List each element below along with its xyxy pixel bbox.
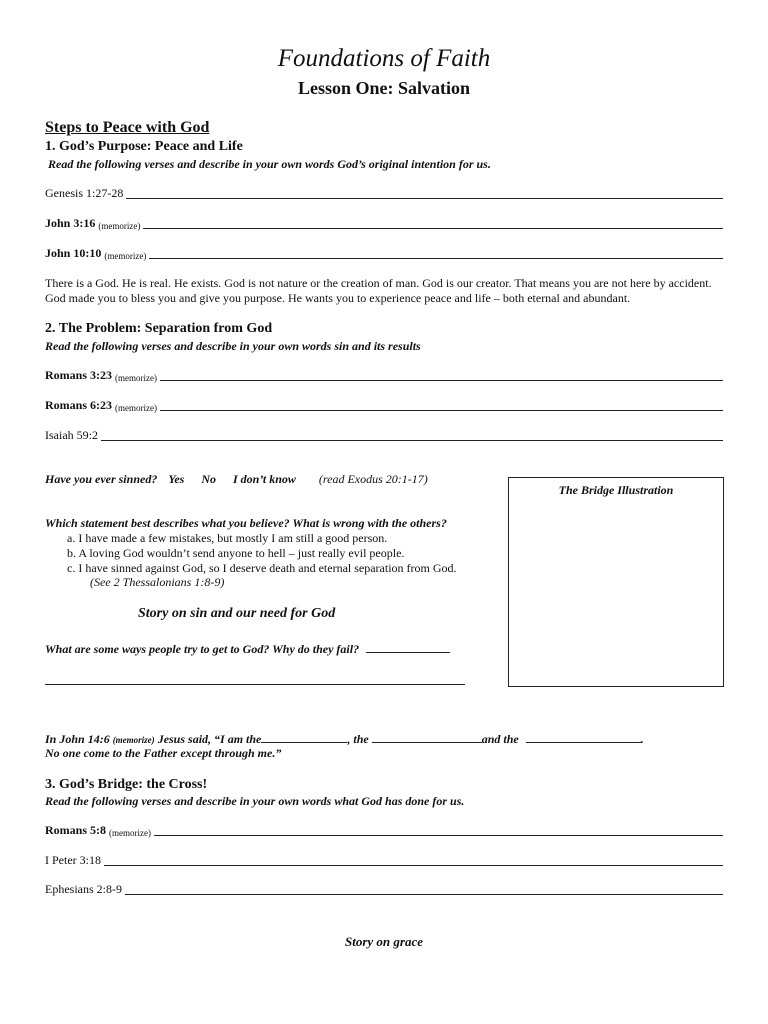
verse-ref: Romans 3:23 [45, 368, 113, 382]
verse-row [45, 398, 723, 413]
thessalonians-reference: (See 2 Thessalonians 1:8-9) [90, 575, 225, 589]
memorize-note: (memorize) [115, 373, 157, 383]
bridge-illustration-title: The Bridge Illustration [558, 483, 674, 497]
story-grace-heading: Story on grace [345, 934, 423, 949]
page-title: Foundations of Faith [277, 45, 491, 72]
statement-b[interactable]: b. A loving God wouldn’t send anyone to hell – just really evil people. [67, 546, 405, 560]
answer-line[interactable] [104, 864, 723, 866]
john-14-6-line [45, 731, 644, 747]
statement-question: Which statement best describes what you believe? What is wrong with the others? [45, 516, 447, 530]
verse-row [45, 246, 723, 261]
john-and: and the [481, 732, 519, 746]
god-creator-paragraph: There is a God. He is real. He exists. God is not nature or the creation of man. God is our creator. That means you are not here by accident. God made you to bless you and give you purpose. He wants you to experience peace and life – both eternal and abundant. [45, 276, 712, 305]
memorize-note: (memorize) [109, 828, 151, 838]
verse-row [45, 216, 723, 231]
john-ref: In John 14:6 [45, 732, 110, 746]
statement-a[interactable]: a. I have made a few mistakes, but mostly I am still a good person. [67, 531, 388, 545]
john-period: . [640, 732, 644, 746]
john-line2: No one come to the Father except through me.” [45, 746, 282, 760]
verse-ref: Isaiah 59:2 [45, 428, 98, 442]
memorize-note: (memorize) [104, 251, 147, 261]
answer-line[interactable] [101, 439, 723, 441]
sinned-question [45, 472, 428, 487]
answer-line[interactable] [160, 409, 723, 411]
answer-line[interactable] [125, 893, 723, 895]
sinned-question-text: Have you ever sinned? [45, 472, 158, 486]
memorize-note: (memorize) [115, 403, 157, 413]
verse-ref: Romans 5:8 [45, 823, 107, 837]
section3-instruction: Read the following verses and describe in your own words what God has done for us. [45, 794, 465, 808]
verse-row [45, 882, 723, 897]
section3-heading: 3. God’s Bridge: the Cross! [45, 777, 208, 792]
statement-c[interactable]: c. I have sinned against God, so I deserve death and eternal separation from God. [67, 561, 457, 575]
memorize-note: (memorize) [98, 221, 141, 231]
answer-line[interactable] [160, 379, 723, 381]
bridge-illustration-box [508, 477, 724, 687]
ways-question [45, 641, 450, 657]
verse-row [45, 428, 723, 443]
steps-heading: Steps to Peace with God [45, 119, 210, 136]
answer-line[interactable] [45, 684, 465, 685]
verse-ref: John 10:10 [45, 246, 102, 260]
verse-ref: Genesis 1:27-28 [45, 186, 124, 200]
answer-no[interactable]: No [201, 472, 216, 486]
ways-question-text: What are some ways people try to get to God? Why do they fail? [45, 642, 360, 656]
fill-blank-way[interactable] [261, 731, 347, 743]
verse-row [45, 823, 723, 838]
answer-dont-know[interactable]: I don’t know [232, 472, 296, 486]
answer-line[interactable] [143, 227, 723, 229]
verse-row [45, 368, 723, 383]
memorize-note: (memorize) [112, 735, 155, 745]
section2-instruction: Read the following verses and describe in your own words sin and its results [45, 339, 421, 353]
section2-heading: 2. The Problem: Separation from God [45, 321, 273, 336]
fill-blank-life[interactable] [526, 731, 641, 743]
answer-yes[interactable]: Yes [168, 472, 185, 486]
answer-line[interactable] [126, 197, 723, 199]
section1-instruction: Read the following verses and describe in your own words God’s original intention for us. [48, 157, 491, 171]
answer-line[interactable] [154, 834, 723, 836]
verse-ref: I Peter 3:18 [45, 853, 101, 867]
john-the: , the [347, 732, 369, 746]
fill-blank-truth[interactable] [372, 731, 482, 743]
john-said: Jesus said, “I am the [157, 732, 262, 746]
lesson-subtitle: Lesson One: Salvation [297, 78, 471, 98]
verse-ref: John 3:16 [45, 216, 96, 230]
answer-blank[interactable] [366, 641, 450, 653]
verse-ref: Romans 6:23 [45, 398, 113, 412]
verse-ref: Ephesians 2:8-9 [45, 882, 122, 896]
verse-row [45, 186, 723, 201]
exodus-reference: (read Exodus 20:1-17) [318, 472, 428, 486]
section1-heading: 1. God’s Purpose: Peace and Life [45, 139, 243, 154]
answer-line[interactable] [149, 257, 723, 259]
verse-row [45, 853, 723, 868]
story-sin-heading: Story on sin and our need for God [138, 606, 336, 621]
